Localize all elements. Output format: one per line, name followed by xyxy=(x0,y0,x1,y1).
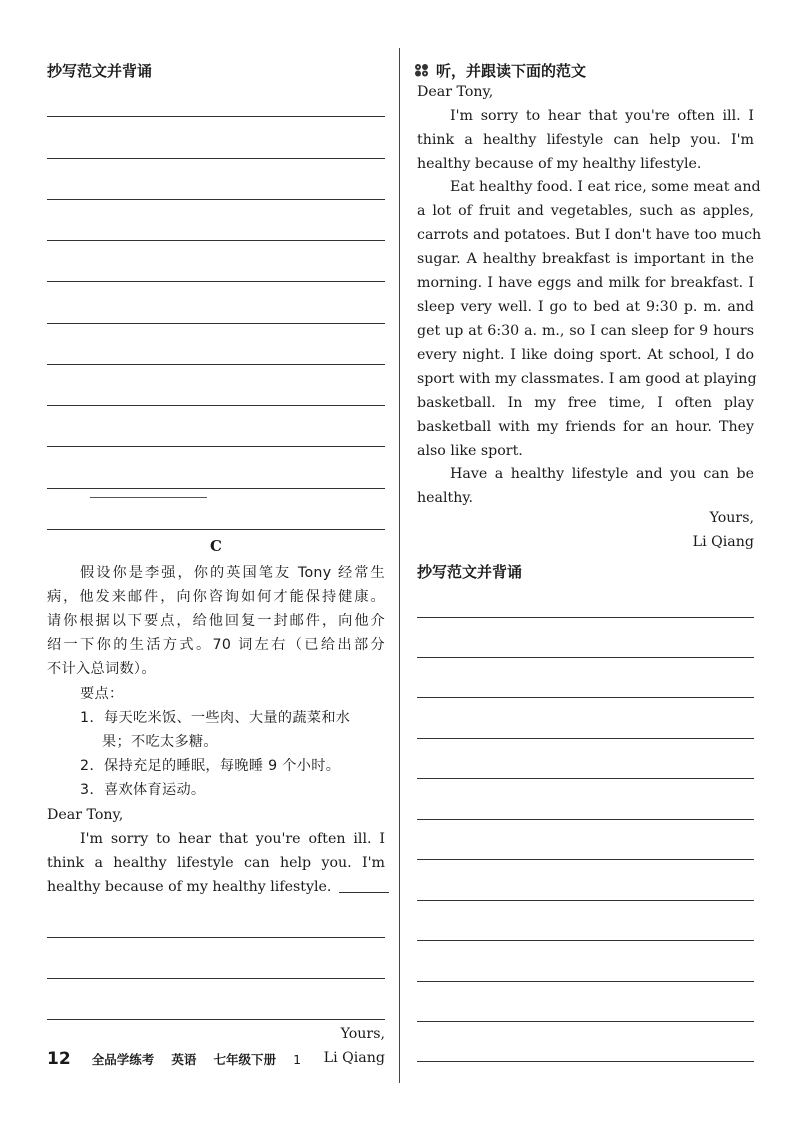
writing-line xyxy=(47,937,385,938)
prompt-line: 绍一下你的生活方式。70 词左右（已给出部分 xyxy=(47,637,385,653)
writing-line xyxy=(417,778,754,779)
task-prompt xyxy=(47,561,385,681)
listen-icon xyxy=(414,63,430,77)
opening-line: think a healthy lifestyle can help you. I'm xyxy=(47,855,385,871)
key-points xyxy=(47,682,385,802)
letter-line: also like sport. xyxy=(417,443,523,459)
section-separator xyxy=(90,497,207,498)
writing-line xyxy=(47,281,385,282)
point-item: 2. 保持充足的睡眠，每晚睡 9 个小时。 xyxy=(80,758,341,774)
point-item: 1. 每天吃米饭、一些肉、大量的蔬菜和水 xyxy=(80,710,351,726)
column-divider xyxy=(399,48,400,1083)
letter-line: I'm sorry to hear that you're often ill. I xyxy=(450,108,754,124)
letter-line: a lot of fruit and vegetables, such as apples, xyxy=(417,203,754,219)
point-item: 3. 喜欢体育运动。 xyxy=(80,782,206,798)
writing-line xyxy=(47,1019,385,1020)
writing-line xyxy=(47,978,385,979)
writing-line xyxy=(47,405,385,406)
points-title: 要点： xyxy=(80,686,124,702)
section-label: C xyxy=(210,537,222,555)
subject: 英语 xyxy=(171,1052,197,1067)
page-footer xyxy=(47,1048,313,1070)
prompt-line: 病，他发来邮件，向你咨询如何才能保持健康。 xyxy=(47,589,385,605)
letter-paragraph-3 xyxy=(417,462,754,510)
writing-line xyxy=(417,859,754,860)
writing-line xyxy=(47,323,385,324)
letter-line: basketball. In my free time, I often play xyxy=(417,395,754,411)
grade: 七年级下册 xyxy=(213,1052,276,1067)
writing-line xyxy=(417,981,754,982)
edition: 1 xyxy=(293,1052,302,1067)
writing-line xyxy=(47,240,385,241)
writing-line xyxy=(47,364,385,365)
letter-line: Have a healthy lifestyle and you can be xyxy=(450,466,754,482)
letter-line: Eat healthy food. I eat rice, some meat and xyxy=(450,179,761,195)
writing-line xyxy=(47,488,385,489)
prompt-line: 假设你是李强，你的英国笔友 Tony 经常生 xyxy=(80,565,385,581)
letter-line: healthy because of my healthy lifestyle. xyxy=(417,156,702,172)
left-signature: Li Qiang xyxy=(323,1050,385,1066)
book-title: 全品学练考 xyxy=(91,1052,155,1067)
letter-line: carrots and potatoes. But I don't have too much xyxy=(417,227,762,243)
letter-paragraph-2 xyxy=(417,175,762,463)
right-salutation: Dear Tony, xyxy=(417,84,494,100)
letter-line: get up at 6:30 a. m., so I can sleep for 9 hours xyxy=(417,323,754,339)
writing-line xyxy=(417,819,754,820)
page-number: 12 xyxy=(47,1049,71,1069)
writing-line xyxy=(417,1061,754,1062)
writing-line xyxy=(417,697,754,698)
writing-line xyxy=(417,940,754,941)
right-copy-heading: 抄写范文并背诵 xyxy=(417,563,523,581)
listen-heading: 听，并跟读下面的范文 xyxy=(414,60,586,81)
writing-line xyxy=(47,446,385,447)
prompt-line: 不计入总词数）。 xyxy=(47,661,156,677)
opening-line: healthy because of my healthy lifestyle. xyxy=(47,875,385,899)
letter-line: sport with my classmates. I am good at playing xyxy=(417,371,757,387)
opening-line: I'm sorry to hear that you're often ill. I xyxy=(80,831,385,847)
right-closing: Yours, xyxy=(709,510,754,526)
point-item: 果；不吃太多糖。 xyxy=(102,734,218,750)
writing-line xyxy=(417,1021,754,1022)
writing-line xyxy=(47,158,385,159)
letter-line: think a healthy lifestyle can help you. I'm xyxy=(417,132,754,148)
letter-line: morning. I have eggs and milk for breakfast. I xyxy=(417,275,754,291)
letter-line: sugar. A healthy breakfast is important in the xyxy=(417,251,754,267)
writing-line xyxy=(417,738,754,739)
writing-line xyxy=(417,617,754,618)
prompt-line: 请你根据以下要点，给他回复一封邮件，向他介 xyxy=(47,613,385,629)
letter-paragraph-1 xyxy=(417,104,754,176)
left-opening xyxy=(47,827,385,899)
letter-line: basketball with my friends for an hour. They xyxy=(417,419,754,435)
letter-line: healthy. xyxy=(417,490,474,506)
answer-blank[interactable] xyxy=(339,878,389,893)
left-closing: Yours, xyxy=(340,1026,385,1042)
writing-line xyxy=(47,529,385,530)
writing-line xyxy=(417,900,754,901)
writing-line xyxy=(417,657,754,658)
writing-line xyxy=(47,199,385,200)
right-signature: Li Qiang xyxy=(692,534,754,550)
left-copy-heading: 抄写范文并背诵 xyxy=(47,62,153,80)
writing-line xyxy=(47,116,385,117)
letter-line: every night. I like doing sport. At school, I do xyxy=(417,347,754,363)
left-salutation: Dear Tony, xyxy=(47,807,124,823)
letter-line: sleep very well. I go to bed at 9:30 p. m. and xyxy=(417,299,754,315)
